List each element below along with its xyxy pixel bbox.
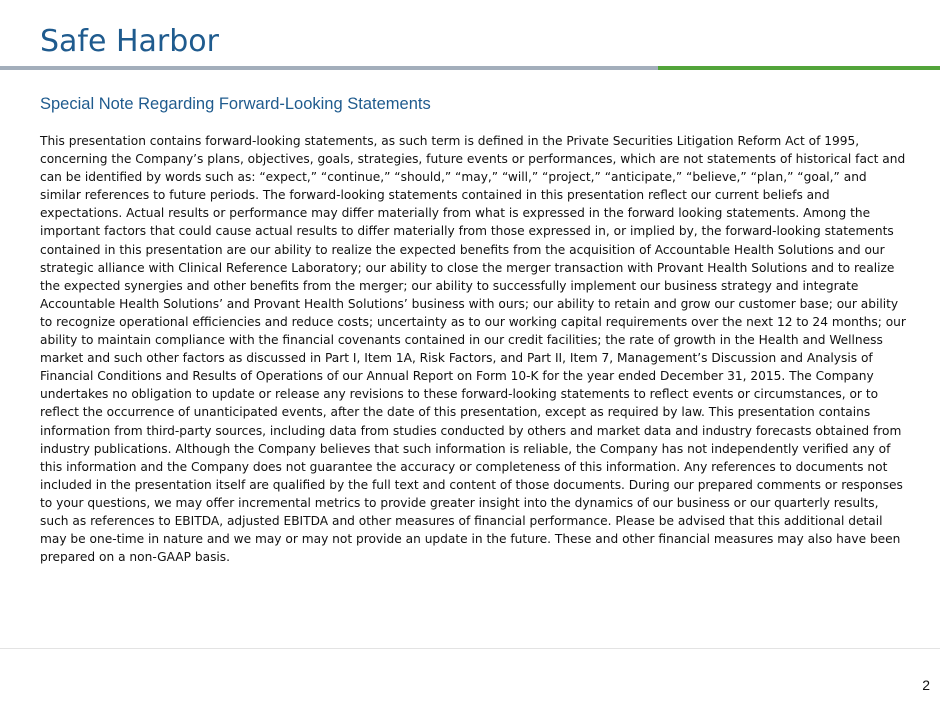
footer-divider <box>0 648 940 649</box>
slide-title: Safe Harbor <box>40 24 219 59</box>
title-divider-green-segment <box>658 66 940 70</box>
section-subtitle: Special Note Regarding Forward-Looking Statements <box>40 95 431 113</box>
safe-harbor-paragraph: This presentation contains forward-looking statements, as such term is defined in the Private Securities Litigation Reform Act of 1995, concerning the Company’s plans, objectives, goals, strategies, future events or performances, which are not statements of historical fact and can be identified by words such as: “expect,” “continue,” “should,” “may,” “will,” “project,” “anticipate,” “believe,” “plan,” “goal,” and similar references to future periods. The forward-looking statements contained in this presentation reflect our current beliefs and expectations. Actual results or performance may differ materially from what is expressed in the forward looking statements. Among the important factors that could cause actual results to differ materially from those expressed in, or implied by, the forward-looking statements contained in this presentation are our ability to realize the expected benefits from the acquisition of Accountable Health Solutions and our strategic alliance with Clinical Reference Laboratory; our ability to close the merger transaction with Provant Health Solutions and to realize the expected synergies and other benefits from the merger; our ability to successfully implement our business strategy and integrate Accountable Health Solutions’ and Provant Health Solutions’ business with ours; our ability to retain and grow our customer base; our ability to recognize operational efficiencies and reduce costs; uncertainty as to our working capital requirements over the next 12 to 24 months; our ability to maintain compliance with the financial covenants contained in our credit facilities; the rate of growth in the Health and Wellness market and such other factors as discussed in Part I, Item 1A, Risk Factors, and Part II, Item 7, Management’s Discussion and Analysis of Financial Conditions and Results of Operations of our Annual Report on Form 10-K for the year ended December 31, 2015. The Company undertakes no obligation to update or release any revisions to these forward-looking statements to reflect events or circumstances, or to reflect the occurrence of unanticipated events, after the date of this presentation, except as required by law. This presentation contains information from third-party sources, including data from studies conducted by others and market data and industry forecasts obtained from industry publications. Although the Company believes that such information is reliable, the Company has not independently verified any of this information and the Company does not guarantee the accuracy or completeness of this information. Any references to documents not included in the presentation itself are qualified by the full text and content of those documents. During our prepared comments or responses to your questions, we may offer incremental metrics to provide greater insight into the dynamics of our business or our quarterly results, such as references to EBITDA, adjusted EBITDA and other measures of financial performance. Please be advised that this additional detail may be one-time in nature and we may or may not provide an update in the future. These and other financial measures may also have been prepared on a non-GAAP basis. <box>40 134 906 565</box>
title-divider <box>0 66 940 70</box>
page-number: 2 <box>922 677 930 693</box>
title-divider-gray-segment <box>0 66 658 70</box>
